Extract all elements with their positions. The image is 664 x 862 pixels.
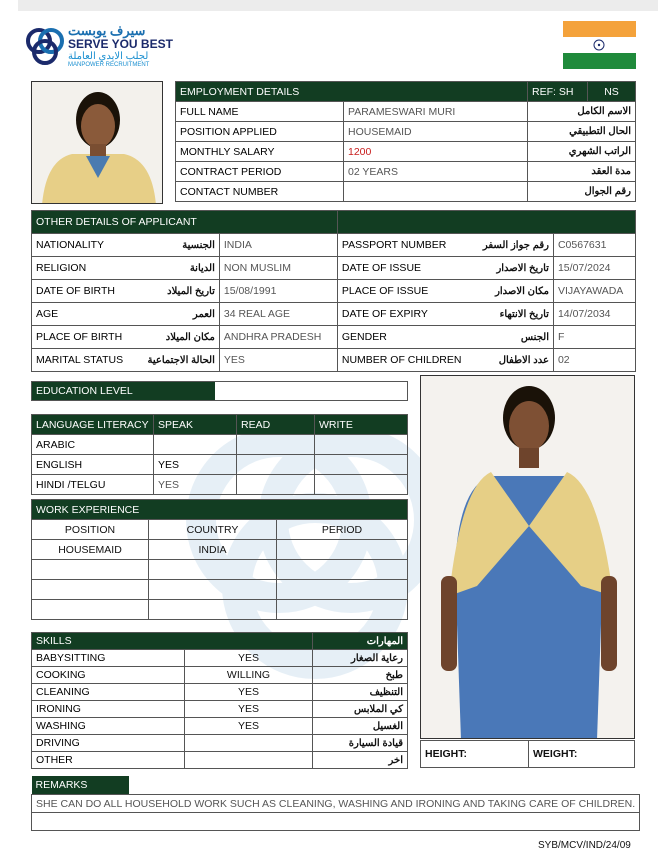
position-applied-label: POSITION APPLIED — [176, 122, 344, 142]
detail-value: 14/07/2034 — [553, 303, 635, 326]
skill-row — [32, 718, 408, 735]
detail-value: ANDHRA PRADESH — [219, 326, 337, 349]
speak-value: YES — [154, 455, 237, 475]
logo-tagline: MANPOWER RECRUITMENT — [68, 62, 150, 69]
skill-value — [185, 752, 313, 769]
skill-value: YES — [185, 684, 313, 701]
employment-header: EMPLOYMENT DETAILS — [176, 82, 528, 102]
work-position: HOUSEMAID — [32, 540, 149, 560]
speak-value — [154, 435, 237, 455]
work-experience-row — [32, 600, 408, 620]
language-literacy-table — [31, 414, 408, 495]
write-value — [315, 435, 408, 455]
full-name-value: PARAMESWARI MURI — [344, 102, 528, 122]
skill-row — [32, 684, 408, 701]
detail-value: YES — [219, 349, 337, 372]
skill-name: IRONING — [32, 701, 185, 718]
detail-label: DATE OF BIRTH — [32, 280, 144, 303]
detail-arabic: الجنس — [465, 326, 553, 349]
read-value — [237, 455, 315, 475]
skill-name: WASHING — [32, 718, 185, 735]
detail-arabic: مكان الميلاد — [144, 326, 220, 349]
skill-arabic: طبخ — [313, 667, 408, 684]
position-applied-arabic: الحال التطبيقي — [528, 122, 636, 142]
skill-name: COOKING — [32, 667, 185, 684]
skill-arabic: رعاية الصغار — [313, 650, 408, 667]
detail-value: NON MUSLIM — [219, 257, 337, 280]
work-country: INDIA — [149, 540, 277, 560]
skill-value: YES — [185, 650, 313, 667]
work-position — [32, 600, 149, 620]
language-name: ENGLISH — [32, 455, 154, 475]
skill-name: OTHER — [32, 752, 185, 769]
reference-code: SYB/MCV/IND/24/09 — [538, 840, 631, 851]
work-experience-row — [32, 540, 408, 560]
detail-label: PLACE OF BIRTH — [32, 326, 144, 349]
write-header: WRITE — [315, 415, 408, 435]
other-details-header-blank — [337, 211, 635, 234]
india-flag-icon — [563, 21, 636, 69]
detail-value: INDIA — [219, 234, 337, 257]
write-value — [315, 455, 408, 475]
employment-details-table — [175, 81, 636, 202]
skill-name: DRIVING — [32, 735, 185, 752]
skill-value: YES — [185, 718, 313, 735]
detail-label: MARITAL STATUS — [32, 349, 144, 372]
other-details-row — [32, 326, 636, 349]
height-label: HEIGHT: — [421, 741, 529, 768]
detail-value: 02 — [553, 349, 635, 372]
skill-name: CLEANING — [32, 684, 185, 701]
weight-label: WEIGHT: — [529, 741, 635, 768]
detail-arabic: تاريخ الميلاد — [144, 280, 220, 303]
period-column-header: PERIOD — [277, 520, 408, 540]
skill-arabic: الغسيل — [313, 718, 408, 735]
detail-arabic: عدد الاطفال — [465, 349, 553, 372]
work-period — [277, 560, 408, 580]
detail-label: AGE — [32, 303, 144, 326]
skill-row — [32, 667, 408, 684]
language-header: LANGUAGE LITERACY — [32, 415, 154, 435]
skill-row — [32, 701, 408, 718]
skill-row — [32, 650, 408, 667]
top-bar — [18, 0, 658, 11]
language-row — [32, 435, 408, 455]
ref-value: NS — [588, 82, 636, 102]
logo-arabic-tagline: لجلب الايدي العاملة — [68, 51, 149, 63]
detail-label: DATE OF EXPIRY — [337, 303, 465, 326]
skill-value: WILLING — [185, 667, 313, 684]
monthly-salary-value: 1200 — [344, 142, 528, 162]
contact-number-arabic: رقم الجوال — [528, 182, 636, 202]
other-details-row — [32, 257, 636, 280]
write-value — [315, 475, 408, 495]
detail-label: PASSPORT NUMBER — [337, 234, 465, 257]
full-name-arabic: الاسم الكامل — [528, 102, 636, 122]
other-details-row — [32, 280, 636, 303]
contract-period-arabic: مدة العقد — [528, 162, 636, 182]
company-logo — [24, 24, 174, 74]
detail-arabic: رقم جواز السفر — [465, 234, 553, 257]
read-value — [237, 435, 315, 455]
remarks-table — [31, 776, 640, 831]
language-name: HINDI /TELGU — [32, 475, 154, 495]
read-header: READ — [237, 415, 315, 435]
position-column-header: POSITION — [32, 520, 149, 540]
skill-value — [185, 735, 313, 752]
work-period — [277, 580, 408, 600]
speak-value: YES — [154, 475, 237, 495]
physical-details-table — [420, 740, 635, 768]
education-level-header: EDUCATION LEVEL — [32, 382, 215, 400]
skill-arabic: كي الملابس — [313, 701, 408, 718]
position-applied-value: HOUSEMAID — [344, 122, 528, 142]
language-row — [32, 455, 408, 475]
detail-value: C0567631 — [553, 234, 635, 257]
speak-header: SPEAK — [154, 415, 237, 435]
monthly-salary-label: MONTHLY SALARY — [176, 142, 344, 162]
other-details-row — [32, 349, 636, 372]
work-experience-row — [32, 560, 408, 580]
work-period — [277, 540, 408, 560]
skills-table — [31, 632, 408, 769]
detail-value: VIJAYAWADA — [553, 280, 635, 303]
detail-arabic: الجنسية — [144, 234, 220, 257]
work-period — [277, 600, 408, 620]
skill-arabic: التنظيف — [313, 684, 408, 701]
detail-label: PLACE OF ISSUE — [337, 280, 465, 303]
other-details-table — [31, 210, 636, 372]
language-row — [32, 475, 408, 495]
logo-arabic-name: سيرف يوبست — [68, 23, 146, 38]
work-experience-table — [31, 499, 408, 620]
detail-arabic: العمر — [144, 303, 220, 326]
applicant-portrait-photo — [31, 81, 163, 204]
skill-name: BABYSITTING — [32, 650, 185, 667]
contact-number-label: CONTACT NUMBER — [176, 182, 344, 202]
detail-arabic: مكان الاصدار — [465, 280, 553, 303]
work-experience-row — [32, 580, 408, 600]
skill-arabic: قيادة السيارة — [313, 735, 408, 752]
remarks-header: REMARKS — [32, 776, 129, 794]
education-level-row — [31, 381, 408, 401]
skill-row — [32, 752, 408, 769]
detail-label: NATIONALITY — [32, 234, 144, 257]
work-country — [149, 600, 277, 620]
detail-value: 15/08/1991 — [219, 280, 337, 303]
full-name-label: FULL NAME — [176, 102, 344, 122]
detail-arabic: تاريخ الاصدار — [465, 257, 553, 280]
detail-label: RELIGION — [32, 257, 144, 280]
contact-number-value — [344, 182, 528, 202]
detail-value: 34 REAL AGE — [219, 303, 337, 326]
logo-name: SERVE YOU BEST — [68, 37, 173, 52]
work-experience-header: WORK EXPERIENCE — [32, 500, 408, 520]
language-name: ARABIC — [32, 435, 154, 455]
detail-label: DATE OF ISSUE — [337, 257, 465, 280]
skill-value: YES — [185, 701, 313, 718]
skills-header: SKILLS — [32, 633, 313, 650]
work-country — [149, 580, 277, 600]
other-details-row — [32, 303, 636, 326]
other-details-header: OTHER DETAILS OF APPLICANT — [32, 211, 338, 234]
other-details-row — [32, 234, 636, 257]
work-country — [149, 560, 277, 580]
work-position — [32, 580, 149, 600]
detail-value: F — [553, 326, 635, 349]
skill-arabic: اخر — [313, 752, 408, 769]
skills-header-arabic: المهارات — [313, 633, 408, 650]
detail-value: 15/07/2024 — [553, 257, 635, 280]
detail-label: GENDER — [337, 326, 465, 349]
remarks-text: SHE CAN DO ALL HOUSEHOLD WORK SUCH AS CLEANING, WASHING AND IRONING AND TAKING CARE OF CHILDREN. — [32, 795, 640, 813]
remarks-blank-row — [32, 813, 640, 831]
read-value — [237, 475, 315, 495]
logo-mark-icon — [24, 24, 66, 70]
detail-arabic: الحالة الاجتماعية — [144, 349, 220, 372]
contract-period-label: CONTRACT PERIOD — [176, 162, 344, 182]
ref-label: REF: SH — [528, 82, 588, 102]
detail-arabic: الديانة — [144, 257, 220, 280]
work-position — [32, 560, 149, 580]
detail-label: NUMBER OF CHILDREN — [337, 349, 465, 372]
detail-arabic: تاريخ الانتهاء — [465, 303, 553, 326]
monthly-salary-arabic: الراتب الشهري — [528, 142, 636, 162]
applicant-full-photo — [420, 375, 635, 739]
country-column-header: COUNTRY — [149, 520, 277, 540]
skill-row — [32, 735, 408, 752]
contract-period-value: 02 YEARS — [344, 162, 528, 182]
